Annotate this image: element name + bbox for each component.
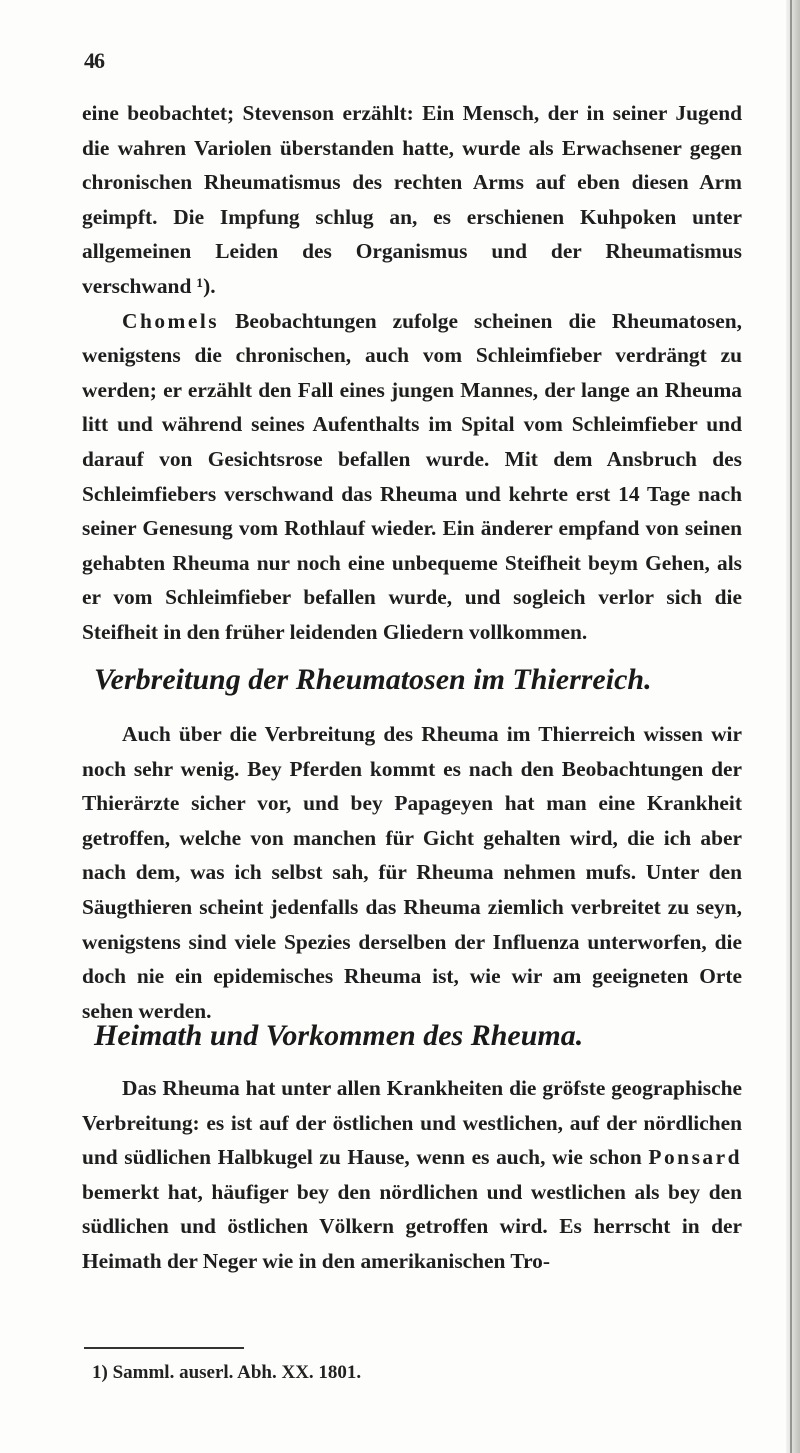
text-block-animal-kingdom bbox=[82, 717, 742, 1028]
paragraph-chomel bbox=[82, 304, 742, 650]
author-name-chomels: Chomels bbox=[122, 308, 220, 333]
author-name-ponsard: Ponsard bbox=[648, 1145, 742, 1170]
paragraph-geography-end: bemerkt hat, häufiger bey den nördlichen und westlichen als bey den südlichen und östlichen Völkern getroffen wird. Es herrscht in der Heimath der Neger wie in den amerikanischen Tro- bbox=[82, 1179, 742, 1273]
text-block-home-occurrence bbox=[82, 1071, 742, 1279]
paragraph-geography-start: Das Rheuma hat unter allen Krankheiten die gröfste geographische Verbreitung: es ist auf der östlichen und westlichen, auf der nördlichen und südlichen Halbkugel zu Hause, wenn es auch, wie schon bbox=[82, 1076, 742, 1170]
paragraph-stevenson: eine beobachtet; Stevenson erzählt: Ein Mensch, der in seiner Jugend die wahren Variolen überstanden hatte, wurde als Erwachsener gegen chronischen Rheumatismus des rechten Arms auf eben diesen Arm geimpft. Die Impfung schlug an, es erschienen Kuhpoken unter allgemeinen Leiden des Organismus und der Rheumatismus verschwand ¹). bbox=[82, 101, 742, 298]
paragraph-chomel-text: Beobachtungen zufolge scheinen die Rheumatosen, wenigstens die chronischen, auch vom Schleimfieber verdrängt zu werden; er erzählt den Fall eines jungen Mannes, der lange an Rheuma litt und während seines Aufenthalts im Spital vom Schleimfieber und darauf von Gesichtsrose befallen wurde. Mit dem Ansbruch des Schleimfiebers verschwand das Rheuma und kehrte erst 14 Tage nach seiner Genesung vom Rothlauf wieder. Ein änderer empfand von seinen gehabten Rheuma nur noch eine unbequeme Steifheit beym Gehen, als er vom Schleimfieber befallen wurde, und sogleich verlor sich die Steifheit in den früher leidenden Gliedern vollkommen. bbox=[82, 308, 742, 644]
text-block-case-reports bbox=[82, 96, 742, 650]
paragraph-geography bbox=[82, 1071, 742, 1279]
footnote: 1) Samml. auserl. Abh. XX. 1801. bbox=[92, 1362, 362, 1383]
page-number: 46 bbox=[84, 48, 104, 73]
section-heading-animal-kingdom: Verbreitung der Rheumatosen im Thierreich. bbox=[94, 663, 652, 696]
page-edge-shadow bbox=[786, 0, 800, 1453]
paragraph-animal-kingdom: Auch über die Verbreitung des Rheuma im Thierreich wissen wir noch sehr wenig. Bey Pferden kommt es nach den Beobachtungen der Thierärzte sicher vor, und bey Papageyen hat man eine Krankheit getroffen, welche von manchen für Gicht gehalten wird, die ich aber nach dem, was ich selbst sah, für Rheuma nehmen mufs. Unter den Säugthieren scheint jedenfalls das Rheuma ziemlich verbreitet zu seyn, wenigstens sind viele Spezies derselben der Influenza unterworfen, die doch nie ein epidemisches Rheuma ist, wie wir am geeigneten Orte sehen werden. bbox=[82, 722, 742, 1023]
section-heading-home-occurrence: Heimath und Vorkommen des Rheuma. bbox=[94, 1019, 584, 1052]
footnote-divider bbox=[84, 1347, 244, 1349]
